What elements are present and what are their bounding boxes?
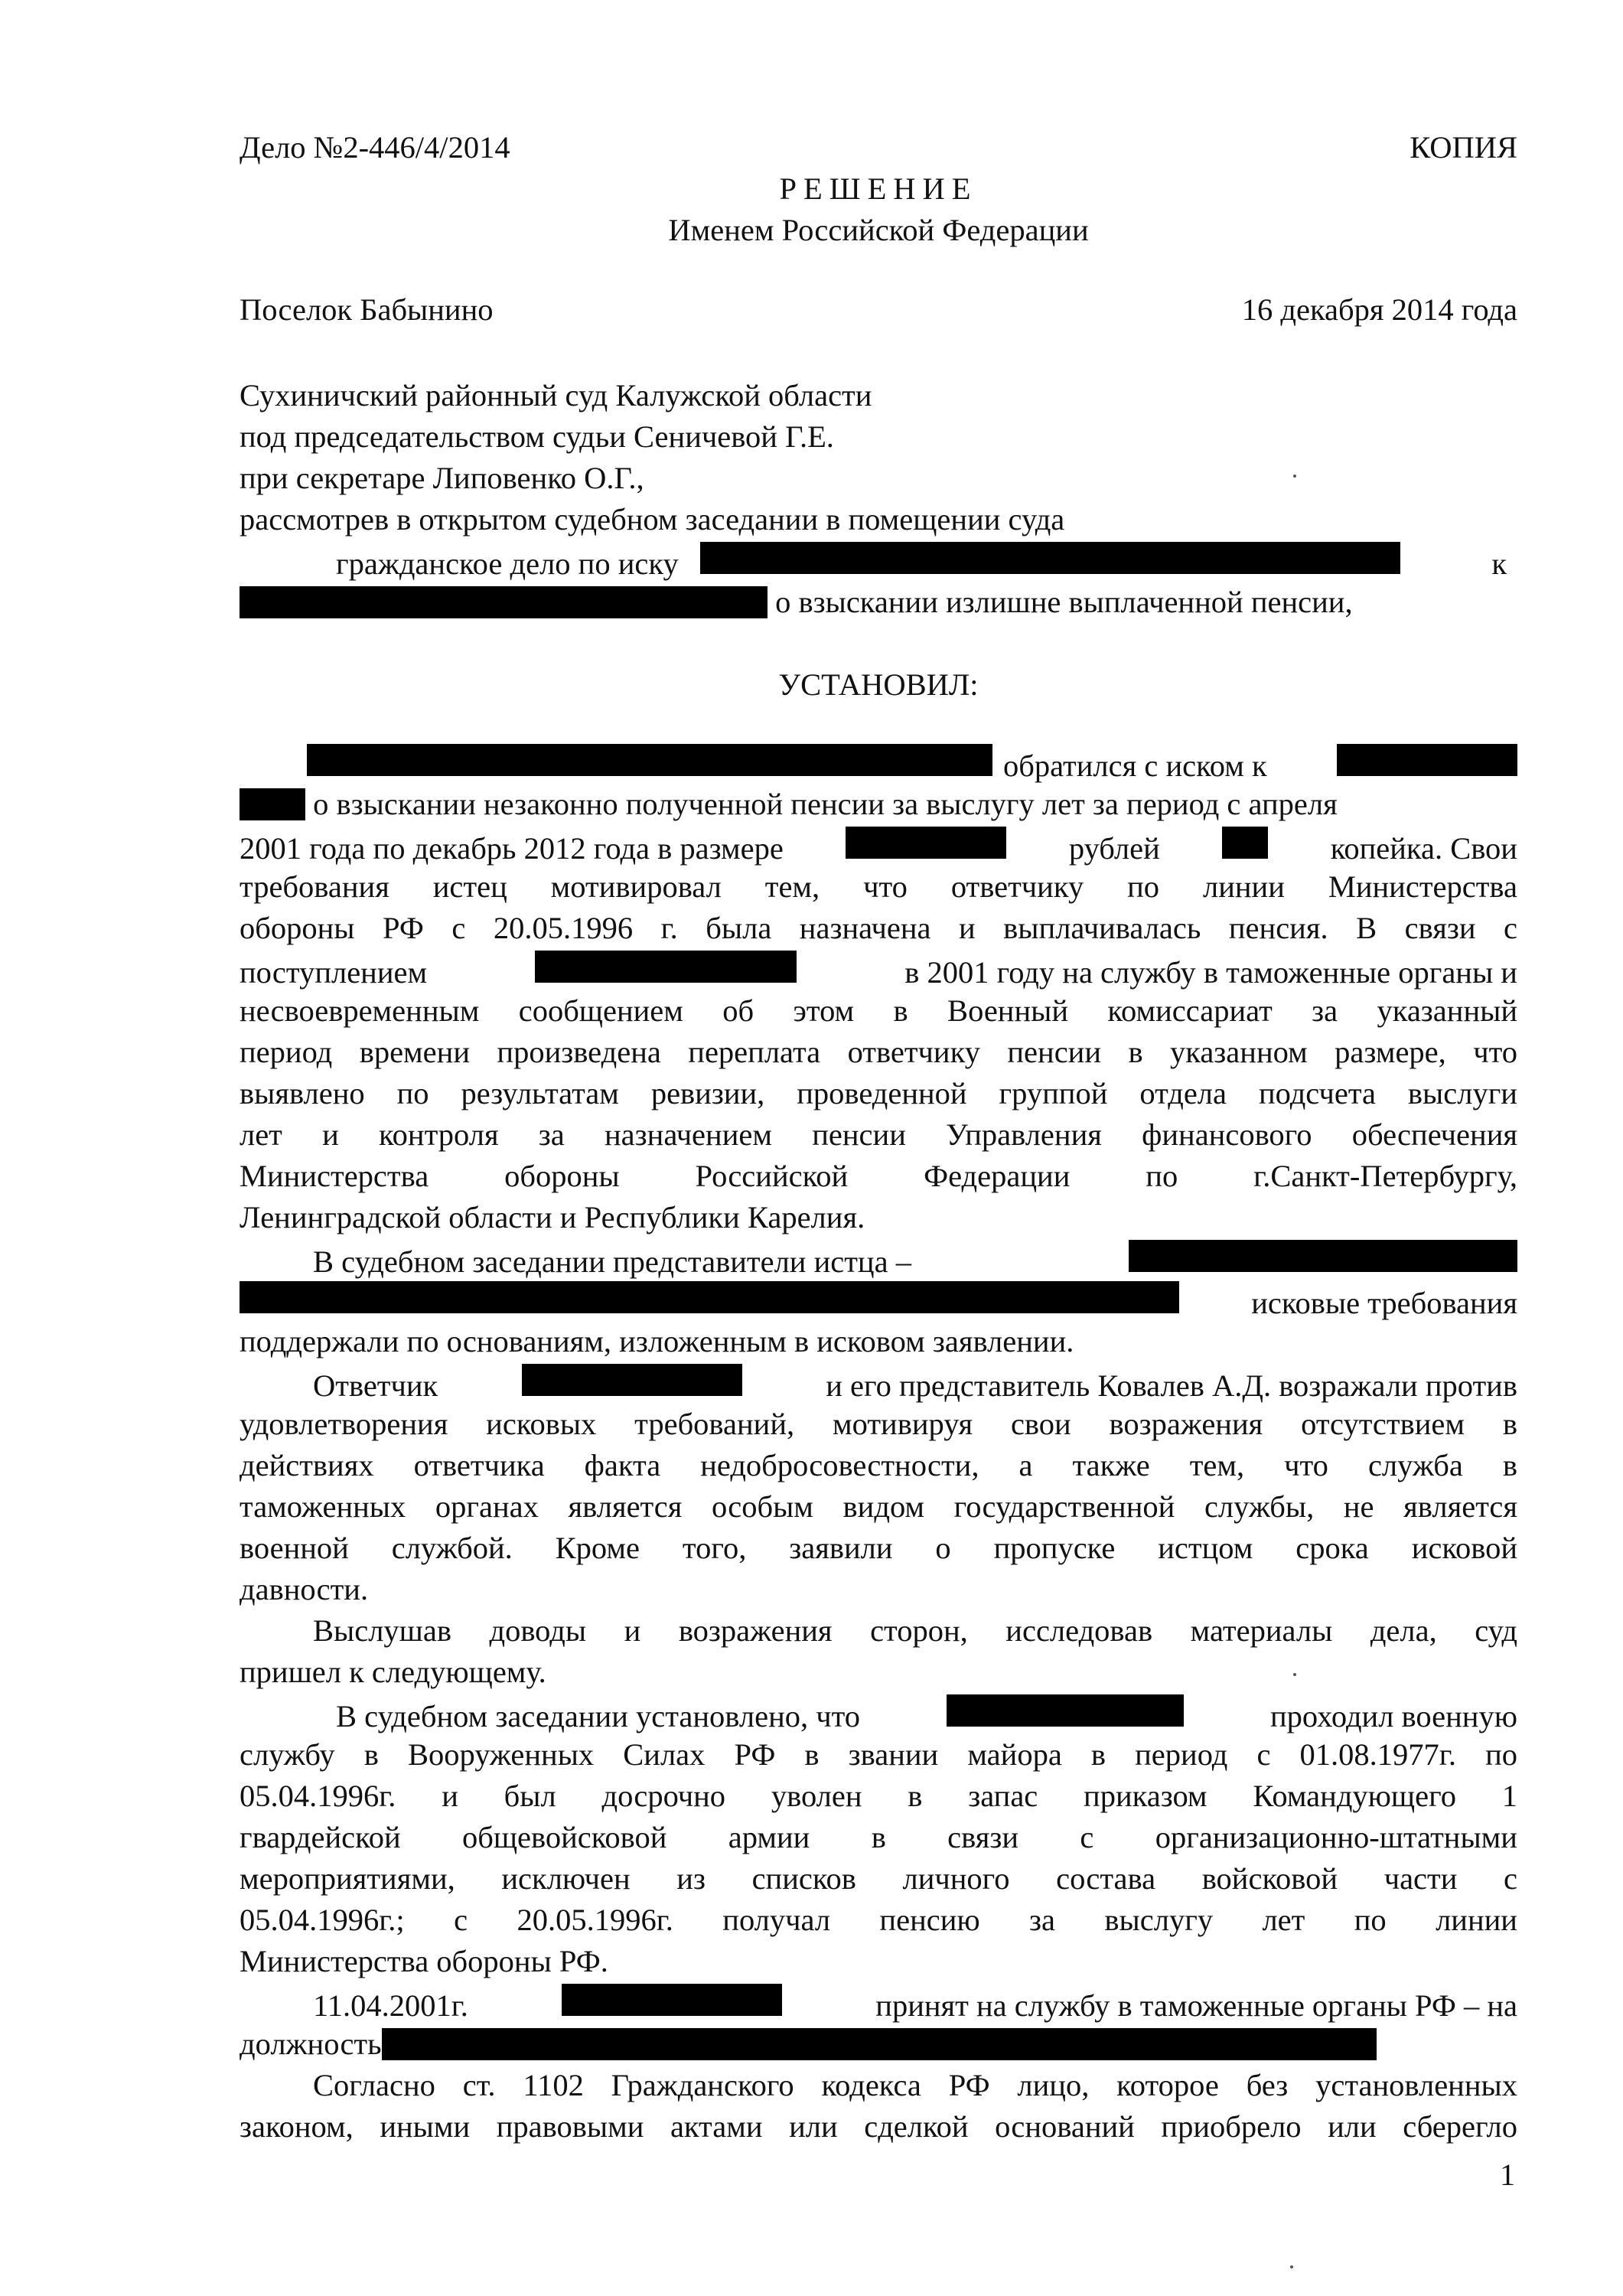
redaction — [240, 1281, 1179, 1313]
para2-l1-text: В судебном заседании представители истца – — [313, 1244, 911, 1279]
para6-l1-a: 11.04.2001г. — [313, 1988, 468, 2023]
redaction — [307, 744, 992, 776]
para1-l6-b: в 2001 году на службу в таможенные органы и — [904, 955, 1517, 990]
para1-line-1 — [240, 744, 1517, 785]
court-line-5-text: гражданское дело по иску — [336, 546, 679, 581]
court-line-4: рассмотрев в открытом судебном заседании в помещении суда — [240, 502, 1065, 536]
para1-l3-c: копейка. Свои — [1330, 831, 1517, 866]
para3-line-2: удовлетворения исковых требований, мотивируя свои возражения отсутствием в — [240, 1407, 1517, 1441]
redaction — [846, 827, 1006, 859]
case-number: Дело №2-446/4/2014 — [240, 130, 510, 165]
para5-line-2: службу в Вооруженных Силах РФ в звании майора в период с 01.08.1977г. по — [240, 1737, 1517, 1772]
para5-line-1 — [240, 1694, 1517, 1736]
para1-line-12: Ленинградской области и Республики Карелия. — [240, 1200, 865, 1234]
para5-line-4: гвардейской общевойсковой армии в связи с организационно-штатными — [240, 1820, 1517, 1854]
para5-l1-a: В судебном заседании установлено, что — [336, 1699, 861, 1733]
court-line-5-k: к — [1491, 546, 1507, 581]
para1-line-11: Министерства обороны Российской Федерации по г.Санкт-Петербургу, — [240, 1159, 1517, 1193]
para4-line-1: Выслушав доводы и возражения сторон, исследовав материалы дела, суд — [313, 1613, 1517, 1648]
para2-line-1 — [240, 1240, 1517, 1281]
court-line-6-text: о взыскании излишне выплаченной пенсии, — [775, 585, 1353, 619]
redaction — [700, 542, 1400, 574]
para1-l2-text: о взыскании незаконно полученной пенсии за выслугу лет за период с апреля — [313, 787, 1338, 821]
redaction — [562, 1984, 782, 2016]
para5-line-7: Министерства обороны РФ. — [240, 1944, 608, 1978]
scan-speck — [1290, 2265, 1293, 2268]
document-subtitle: Именем Российской Федерации — [668, 213, 1089, 247]
court-line-1: Сухиничский районный суд Калужской области — [240, 378, 872, 413]
para7-line-2: законом, иными правовыми актами или сделкой оснований приобрело или сберегло — [240, 2109, 1517, 2144]
para3-l1-a: Ответчик — [313, 1368, 438, 1403]
para3-l1-b: и его представитель Ковалев А.Д. возражали против — [826, 1368, 1517, 1403]
redaction — [522, 1364, 742, 1396]
header-row — [240, 129, 1517, 167]
section-title: УСТАНОВИЛ: — [778, 667, 979, 702]
para6-line-2 — [240, 2025, 1517, 2063]
redaction — [1129, 1240, 1517, 1272]
para3-line-6: давности. — [240, 1572, 369, 1606]
para6-l1-b: принят на службу в таможенные органы РФ – на — [875, 1988, 1517, 2023]
redaction — [947, 1694, 1184, 1727]
redaction — [535, 951, 797, 983]
para3-line-1 — [240, 1364, 1517, 1405]
para1-line-9: выявлено по результатам ревизии, проведенной группой отдела подсчета выслуги — [240, 1076, 1517, 1110]
para1-line-4: требования истец мотивировал тем, что ответчику по линии Министерства — [240, 869, 1517, 904]
para5-line-5: мероприятиями, исключен из списков личного состава войсковой части с — [240, 1861, 1517, 1896]
para1-l3-a: 2001 года по декабрь 2012 года в размере — [240, 831, 784, 866]
para6-line-1 — [240, 1984, 1517, 2025]
para1-line-2 — [240, 785, 1517, 823]
scan-speck — [1293, 1673, 1296, 1676]
redaction — [240, 788, 305, 820]
para3-line-3: действиях ответчика факта недобросовестности, а также тем, что служба в — [240, 1448, 1517, 1482]
copy-mark: КОПИЯ — [1410, 130, 1517, 165]
para6-l2-a: должность — [240, 2027, 382, 2061]
para1-line-5: обороны РФ с 20.05.1996 г. была назначена и выплачивалась пенсия. В связи с — [240, 911, 1517, 945]
para1-l3-b: рублей — [1068, 831, 1160, 866]
para1-l6-a: поступлением — [240, 955, 428, 990]
para5-line-6: 05.04.1996г.; с 20.05.1996г. получал пенсию за выслугу лет по линии — [240, 1903, 1517, 1937]
para4-line-2: пришел к следующему. — [240, 1655, 546, 1689]
court-line-5 — [240, 542, 1517, 583]
date: 16 декабря 2014 года — [1241, 292, 1517, 327]
page-number: 1 — [1500, 2157, 1515, 2192]
redaction — [382, 2028, 1377, 2060]
para5-l1-b: проходил военную — [1269, 1699, 1517, 1733]
scan-speck — [1293, 475, 1296, 478]
para1-l1-text: обратился с иском к — [1003, 748, 1267, 783]
para5-line-3: 05.04.1996г. и был досрочно уволен в запас приказом Командующего 1 — [240, 1779, 1517, 1813]
para2-l2-text: исковые требования — [1251, 1286, 1517, 1320]
document-title: РЕШЕНИЕ — [779, 171, 978, 206]
para7-line-1: Согласно ст. 1102 Гражданского кодекса РФ лицо, которое без установленных — [313, 2068, 1517, 2102]
redaction — [1337, 744, 1517, 776]
para3-line-5: военной службой. Кроме того, заявили о пропуске истцом срока исковой — [240, 1531, 1517, 1565]
place-date-row — [240, 291, 1517, 329]
court-line-6 — [240, 583, 1517, 621]
para2-line-2 — [240, 1281, 1517, 1322]
para3-line-4: таможенных органах является особым видом государственной службы, не является — [240, 1489, 1517, 1524]
para2-line-3: поддержали по основаниям, изложенным в исковом заявлении. — [240, 1324, 1074, 1358]
para1-line-6 — [240, 951, 1517, 992]
para1-line-8: период времени произведена переплата ответчику пенсии в указанном размере, что — [240, 1035, 1517, 1069]
place: Поселок Бабынино — [240, 292, 494, 327]
para1-line-3 — [240, 827, 1517, 868]
para1-line-7: несвоевременным сообщением об этом в Военный комиссариат за указанный — [240, 993, 1517, 1028]
court-line-3: при секретаре Липовенко О.Г., — [240, 461, 644, 495]
court-line-2: под председательством судьи Сеничевой Г.Е. — [240, 419, 834, 454]
para1-line-10: лет и контроля за назначением пенсии Управления финансового обеспечения — [240, 1117, 1517, 1152]
redaction — [1222, 827, 1268, 859]
redaction — [240, 586, 768, 618]
